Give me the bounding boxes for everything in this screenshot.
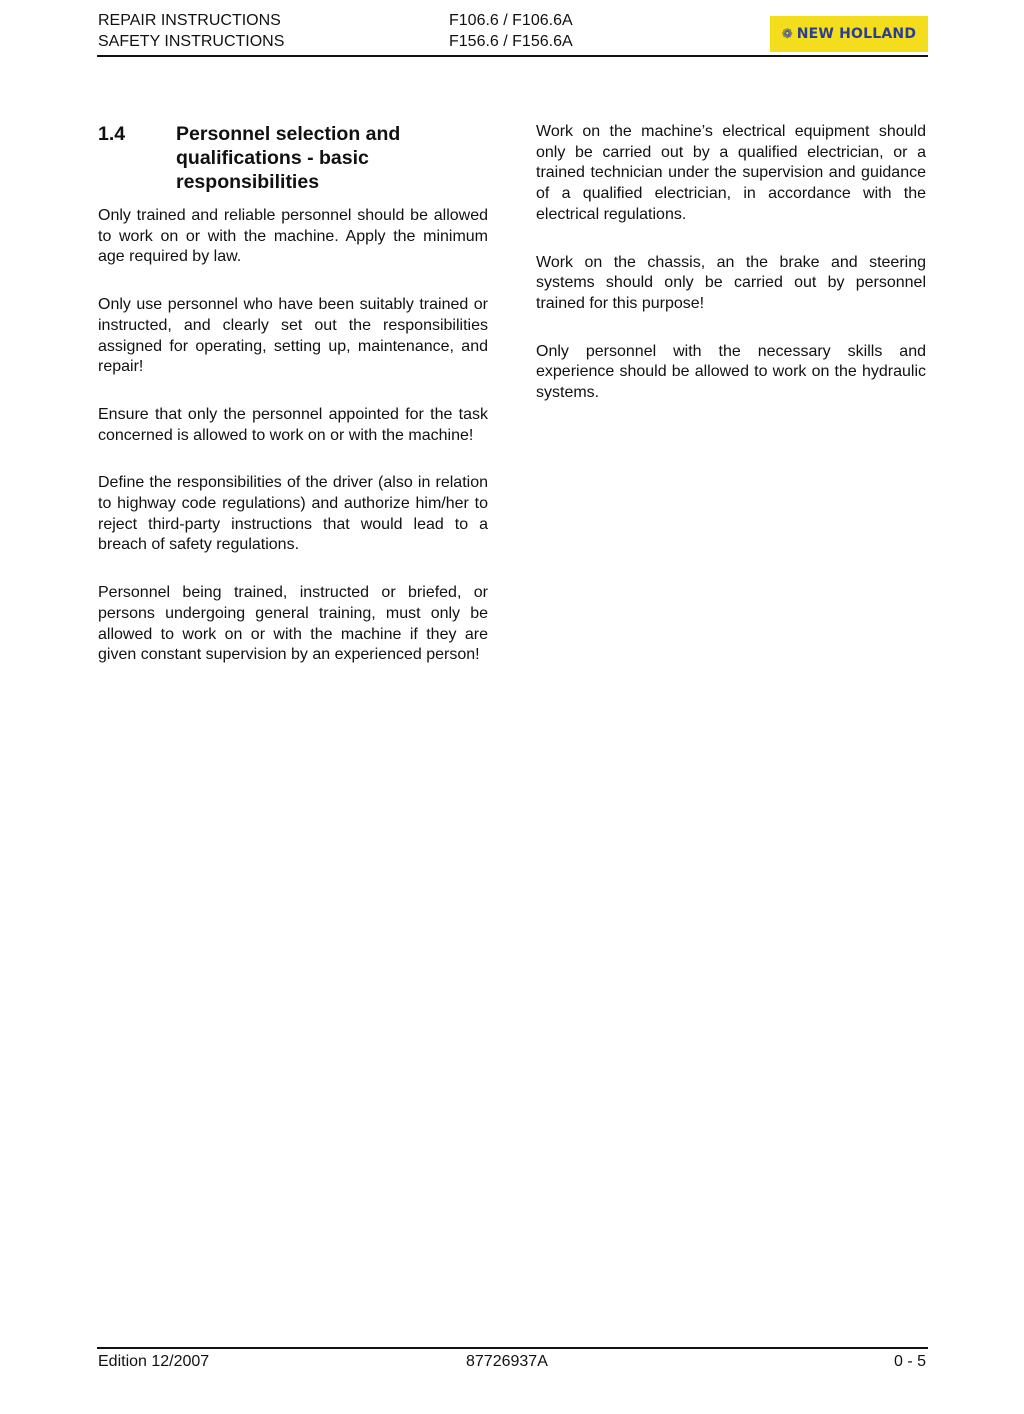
paragraph: Work on the machine’s electrical equipment should only be carried out by a qualified electrician, or a trained technician under the supervision and guidance of a qualified electrician, in accordance with the electrical regulations. [536, 123, 926, 223]
paragraph: Only personnel with the necessary skills and experience should be allowed to work on the hydraulic systems. [536, 342, 926, 402]
paragraph: Personnel being trained, instructed or briefed, or persons undergoing general training, must only be allowed to work on or with the machine if they are given constant supervision by an experienced person! [98, 584, 488, 664]
header-model-line-2: F156.6 / F156.6A [449, 33, 573, 50]
paragraph: Only trained and reliable personnel should be allowed to work on or with the machine. Apply the minimum age required by law. [98, 207, 488, 266]
footer-edition: Edition 12/2007 [98, 1353, 210, 1370]
section-title: Personnel selection and qualifications - basic responsibilities [176, 123, 401, 193]
footer-doc-number: 87726937A [466, 1353, 548, 1370]
left-column [98, 122, 488, 693]
section-heading [98, 122, 488, 194]
header-doc-type [98, 10, 284, 52]
paragraph: Define the responsibilities of the driver (also in relation to highway code regulations) and authorize him/her to reject third-party instructions that would lead to a breach of safety regulations. [98, 474, 488, 554]
paragraph: Only use personnel who have been suitably trained or instructed, and clearly set out the responsibilities assigned for operating, setting up, maintenance, and repair! [98, 296, 488, 376]
header-divider [97, 55, 928, 57]
header-model-line-1: F106.6 / F106.6A [449, 12, 573, 29]
paragraph: Ensure that only the personnel appointed for the task concerned is allowed to work on or with the machine! [98, 405, 488, 444]
header-line-safety: SAFETY INSTRUCTIONS [98, 33, 285, 50]
footer-divider [97, 1347, 928, 1349]
header-models [449, 10, 573, 52]
footer-page-number: 0 - 5 [893, 1353, 926, 1370]
logo-wordmark: NEW HOLLAND [796, 26, 917, 42]
new-holland-logo [770, 16, 928, 52]
leaf-icon: ❁ [781, 26, 793, 41]
section-number: 1.4 [98, 123, 126, 145]
paragraph: Work on the chassis, an the brake and steering systems should only be carried out by personnel trained for this purpose! [536, 253, 926, 312]
header-line-repair: REPAIR INSTRUCTIONS [98, 12, 281, 29]
right-column [536, 122, 926, 431]
